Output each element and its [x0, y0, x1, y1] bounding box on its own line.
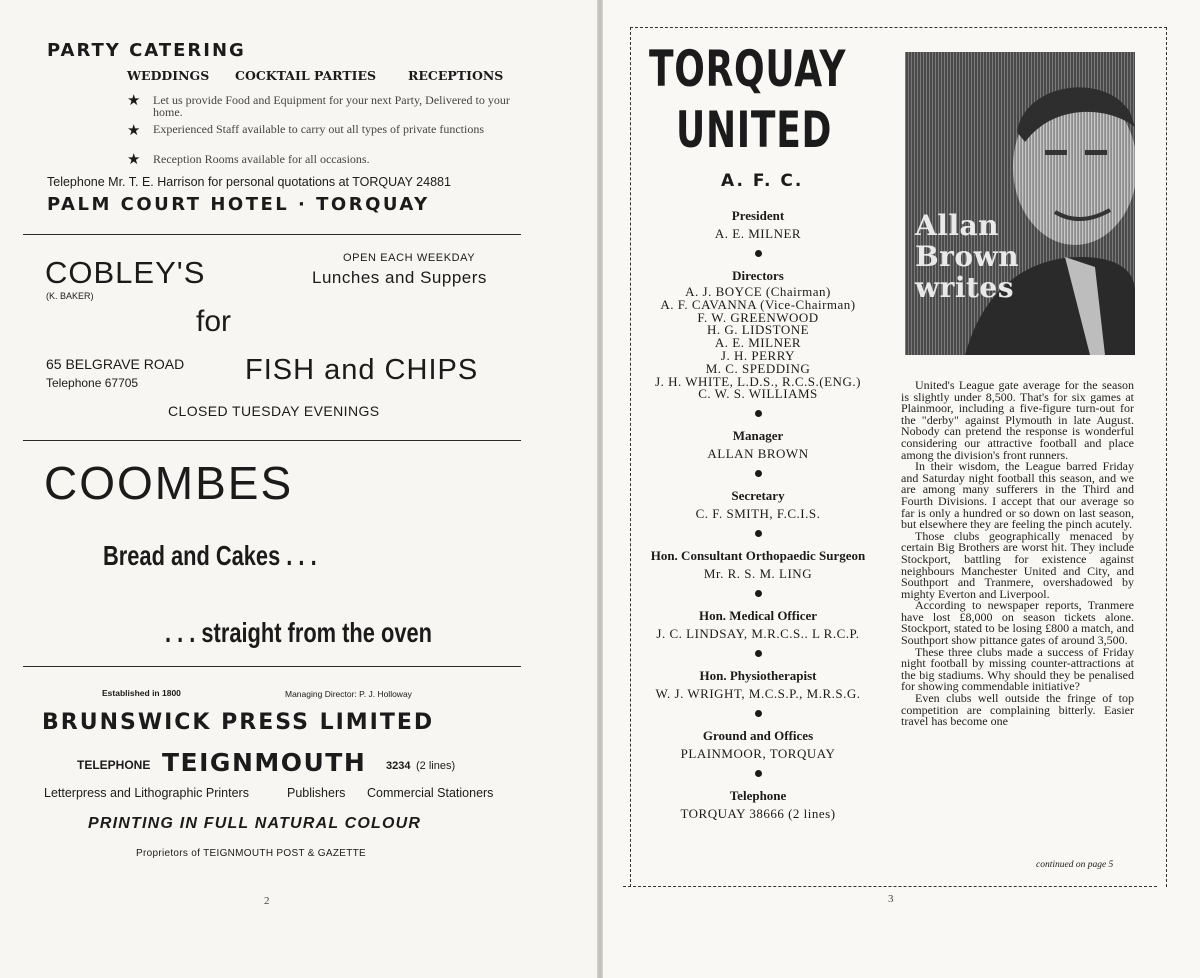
catering-event-receptions: RECEPTIONS	[408, 68, 504, 83]
catering-bullet: Let us provide Food and Equipment for your next Party, Delivered to your home.	[153, 93, 510, 119]
club-name-line2: UNITED	[676, 101, 833, 159]
official-name: ALLAN BROWN	[707, 446, 809, 462]
official-name: M. C. SPEDDING	[705, 360, 811, 376]
right-page	[603, 0, 1200, 978]
brunswick-service: Letterpress and Lithographic Printers	[44, 786, 249, 800]
star-icon: ★	[127, 121, 141, 139]
photo-caption-line: writes	[915, 271, 1015, 304]
official-block	[633, 668, 883, 701]
continued-note: continued on page 5	[1036, 860, 1114, 870]
divider	[23, 440, 521, 441]
article-paragraph: In their wisdom, the League barred Friday and Saturday night football this season, and we are among many sufferers in the Third and Fourth Divisions. I accept that our average so far is only a hundred or so down on last season, but elsewhere they are feeling the pinch acutely.	[901, 459, 1134, 532]
frame-border	[1166, 27, 1167, 887]
separator-dot	[755, 250, 762, 257]
brunswick-town: TEIGNMOUTH	[162, 748, 367, 777]
brunswick-service: Publishers	[287, 786, 346, 800]
catering-title: PARTY CATERING	[47, 40, 246, 61]
divider	[23, 234, 521, 235]
divider	[23, 666, 521, 667]
star-icon: ★	[127, 150, 141, 168]
hotel-name: PALM COURT HOTEL · TORQUAY	[47, 194, 430, 215]
separator-dot	[755, 650, 762, 657]
brunswick-service: Commercial Stationers	[367, 786, 494, 800]
separator-dot	[755, 590, 762, 597]
official-label: President	[731, 208, 785, 223]
brunswick-name: BRUNSWICK PRESS LIMITED	[42, 710, 435, 735]
official-name: A. F. CAVANNA (Vice-Chairman)	[660, 296, 856, 312]
official-block	[633, 208, 883, 241]
coombes-name: COOMBES	[44, 457, 294, 509]
page-number: 3	[888, 893, 894, 905]
official-name: A. J. BOYCE (Chairman)	[685, 284, 831, 299]
official-name: C. F. SMITH, F.C.I.S.	[695, 506, 821, 522]
club-afc: A. F. C.	[721, 171, 804, 191]
photo-caption-line: Brown	[915, 240, 1020, 273]
official-block	[633, 428, 883, 461]
official-label: Telephone	[729, 788, 787, 804]
photo-caption	[915, 210, 1019, 303]
separator-dot	[755, 770, 762, 777]
separator-dot	[755, 710, 762, 717]
coombes-line1: Bread and Cakes . . .	[103, 540, 317, 571]
official-name: H. G. LIDSTONE	[706, 322, 810, 338]
official-block	[633, 608, 883, 641]
frame-border	[623, 886, 1157, 887]
brunswick-lines: (2 lines)	[416, 760, 456, 772]
separator-dot	[755, 410, 762, 417]
official-name: C. W. S. WILLIAMS	[698, 386, 818, 402]
brunswick-director: Managing Director: P. J. Holloway	[285, 689, 412, 699]
separator-dot	[755, 530, 762, 537]
official-block	[633, 728, 883, 761]
manager-portrait-image	[905, 52, 1135, 355]
official-label: Hon. Consultant Orthopaedic Surgeon	[650, 548, 866, 564]
cobleys-name: COBLEY'S	[45, 255, 206, 290]
coombes-line2: . . . straight from the oven	[165, 617, 432, 648]
official-name: A. E. MILNER	[714, 226, 802, 241]
official-label: Secretary	[731, 488, 785, 504]
official-label: Ground and Offices	[702, 728, 814, 744]
photo-caption-line: Allan	[915, 209, 999, 242]
brunswick-proprietors: Proprietors of TEIGNMOUTH POST & GAZETTE	[136, 848, 367, 859]
cobleys-open: OPEN EACH WEEKDAY	[343, 252, 476, 264]
official-name: J. C. LINDSAY, M.R.C.S.. L R.C.P.	[656, 626, 860, 642]
article-paragraph: United's League gate average for the season is slightly under 8,500. That's for six games at Plainmoor, including a five-figure turn-out for the "derby" against Plymouth in late August. Nobody can pretend the response is wonderful considering our attractive football and place among the division's front runners.	[901, 378, 1134, 462]
catering-event-weddings: WEDDINGS	[127, 68, 210, 83]
official-name: A. E. MILNER	[714, 335, 802, 351]
official-label: Hon. Medical Officer	[698, 608, 818, 624]
officials-list	[633, 208, 883, 825]
official-block	[633, 548, 883, 581]
cobleys-meals: Lunches and Suppers	[312, 268, 487, 287]
official-name: PLAINMOOR, TORQUAY	[680, 746, 836, 762]
official-name: J. H. WHITE, L.D.S., R.C.S.(ENG.)	[655, 373, 861, 389]
article-paragraph: According to newspaper reports, Tranmere have lost £8,000 on season tickets alone. Stockport, stated to be losing £800 a match, and Southport show pittance gates of around 3,500.	[901, 598, 1134, 648]
manager-photo	[905, 52, 1135, 355]
brunswick-colour: PRINTING IN FULL NATURAL COLOUR	[88, 815, 422, 832]
catering-event-cocktail: COCKTAIL PARTIES	[235, 68, 377, 83]
frame-border	[630, 27, 631, 887]
article-paragraph: Those clubs geographically menaced by certain Big Brothers are worst hit. They include Stockport, battling for existence against neighbours Manchester United and City, and Southport and Tranmere, overshadowed by mighty Everton and Liverpool.	[901, 528, 1134, 601]
official-name: W. J. WRIGHT, M.C.S.P., M.R.S.G.	[655, 686, 861, 702]
club-name-line1: TORQUAY	[649, 40, 847, 98]
page-number: 2	[264, 895, 270, 907]
cobleys-closed: CLOSED TUESDAY EVENINGS	[168, 403, 380, 419]
frame-border	[630, 27, 1167, 28]
catering-bullet: Reception Rooms available for all occasions.	[153, 152, 370, 166]
cobleys-owner: (K. BAKER)	[46, 291, 94, 301]
cobleys-address: 65 BELGRAVE ROAD	[46, 356, 185, 372]
article-paragraph: These three clubs made a success of Friday night football by missing counter-attractions at the big stadiums. Why should they be penalised for showing commendable initiative?	[901, 644, 1134, 694]
official-block	[633, 268, 883, 401]
cobleys-phone: Telephone 67705	[46, 376, 139, 390]
official-name: F. W. GREENWOOD	[697, 309, 819, 325]
separator-dot	[755, 470, 762, 477]
star-icon: ★	[127, 91, 141, 109]
left-page	[0, 0, 597, 978]
article-paragraph: Even clubs well outside the fringe of top competition are complaining bitterly. Easier travel has become one	[901, 691, 1134, 729]
official-name: TORQUAY 38666 (2 lines)	[680, 806, 836, 822]
manager-article	[901, 380, 1134, 728]
brunswick-established: Established in 1800	[102, 688, 181, 698]
official-label: Manager	[732, 428, 784, 444]
cobleys-for: for	[196, 305, 232, 338]
official-label: Directors	[732, 268, 784, 283]
brunswick-number: 3234	[386, 760, 411, 772]
brunswick-tel-label: TELEPHONE	[77, 758, 151, 772]
official-name: Mr. R. S. M. LING	[703, 566, 813, 582]
cobleys-food: FISH and CHIPS	[245, 354, 479, 386]
catering-bullet: Experienced Staff available to carry out all types of private functions	[153, 122, 484, 136]
official-block	[633, 788, 883, 821]
official-block	[633, 488, 883, 521]
official-label: Hon. Physiotherapist	[699, 668, 817, 684]
catering-telephone-line: Telephone Mr. T. E. Harrison for personal quotations at TORQUAY 24881	[47, 175, 451, 189]
official-name: J. H. PERRY	[720, 347, 796, 363]
